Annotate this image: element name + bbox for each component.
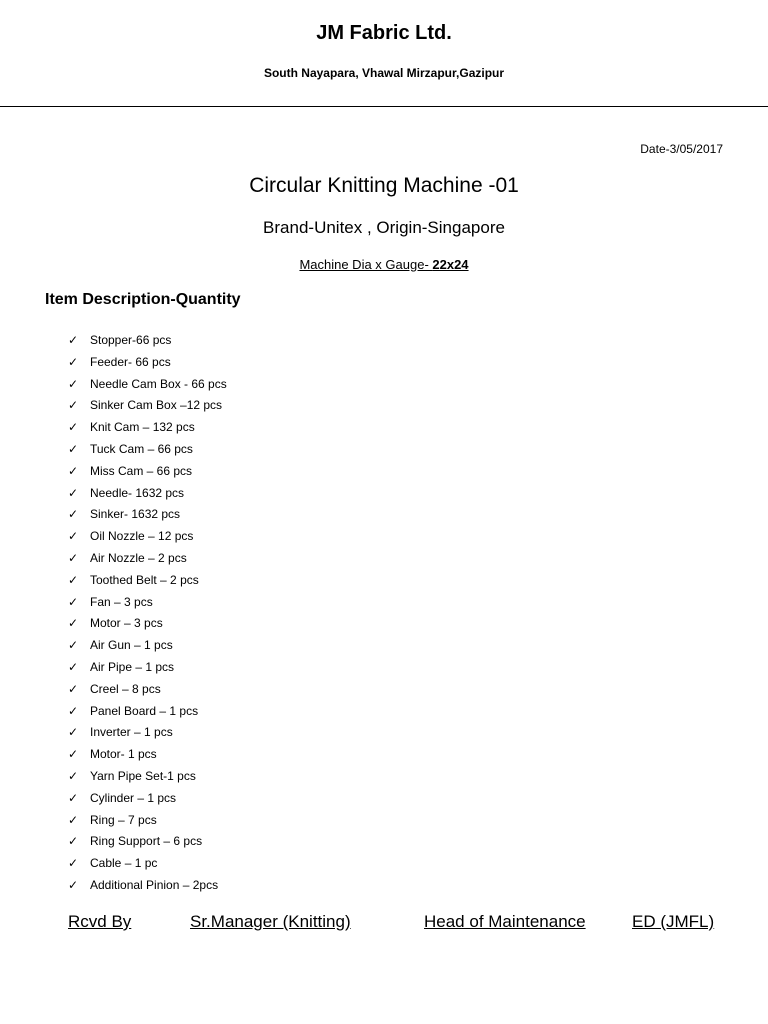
list-item — [68, 722, 227, 744]
checkmark-icon: ✓ — [68, 681, 79, 696]
checkmark-icon: ✓ — [68, 420, 79, 435]
checkmark-icon: ✓ — [68, 376, 79, 391]
item-label: Inverter – 1 pcs — [90, 725, 173, 740]
list-item — [68, 352, 227, 374]
list-item — [68, 744, 227, 766]
item-label: Knit Cam – 132 pcs — [90, 420, 195, 435]
item-label: Motor – 3 pcs — [90, 616, 163, 631]
item-label: Needle Cam Box - 66 pcs — [90, 376, 227, 391]
item-label: Cylinder – 1 pcs — [90, 790, 177, 805]
list-item — [68, 395, 227, 417]
checkmark-icon: ✓ — [68, 638, 79, 653]
checkmark-icon: ✓ — [68, 485, 79, 500]
list-item — [68, 875, 227, 897]
item-list — [68, 330, 227, 897]
checkmark-icon: ✓ — [68, 398, 79, 413]
list-item — [68, 592, 227, 614]
item-label: Miss Cam – 66 pcs — [90, 463, 193, 478]
item-label: Sinker Cam Box –12 pcs — [90, 398, 223, 413]
signature-sr-manager: Sr.Manager (Knitting) — [190, 912, 351, 931]
checkmark-icon: ✓ — [68, 572, 79, 587]
checkmark-icon: ✓ — [68, 441, 79, 456]
checkmark-icon: ✓ — [68, 703, 79, 718]
list-item — [68, 810, 227, 832]
list-item — [68, 417, 227, 439]
company-address: South Nayapara, Vhawal Mirzapur,Gazipur — [263, 66, 505, 80]
item-label: Toothed Belt – 2 pcs — [90, 572, 199, 587]
checkmark-icon: ✓ — [68, 834, 79, 849]
item-label: Sinker- 1632 pcs — [90, 507, 181, 522]
company-name: JM Fabric Ltd. — [316, 22, 452, 44]
list-item — [68, 679, 227, 701]
checkmark-icon: ✓ — [68, 747, 79, 762]
section-heading: Item Description-Quantity — [45, 291, 241, 308]
item-label: Creel – 8 pcs — [90, 681, 161, 696]
item-label: Motor- 1 pcs — [90, 747, 157, 762]
machine-brand-origin: Brand-Unitex , Origin-Singapore — [263, 218, 505, 237]
checkmark-icon: ✓ — [68, 856, 79, 871]
list-item — [68, 483, 227, 505]
list-item — [68, 853, 227, 875]
list-item — [68, 548, 227, 570]
signature-ed: ED (JMFL) — [632, 912, 715, 931]
list-item — [68, 613, 227, 635]
checkmark-icon: ✓ — [68, 333, 79, 347]
item-label: Panel Board – 1 pcs — [90, 703, 199, 718]
checkmark-icon: ✓ — [68, 659, 79, 674]
checkmark-icon: ✓ — [68, 616, 79, 631]
list-item — [68, 461, 227, 483]
list-item — [68, 374, 227, 396]
item-label: Ring Support – 6 pcs — [90, 834, 203, 849]
document-date: Date-3/05/2017 — [640, 142, 723, 156]
checkmark-icon: ✓ — [68, 768, 79, 783]
item-label: Oil Nozzle – 12 pcs — [90, 529, 194, 544]
machine-gauge — [0, 257, 768, 272]
checkmark-icon: ✓ — [68, 463, 79, 478]
item-label: Air Pipe – 1 pcs — [90, 659, 175, 674]
checkmark-icon: ✓ — [68, 812, 79, 827]
machine-title: Circular Knitting Machine -01 — [249, 174, 519, 197]
item-label: Cable – 1 pc — [90, 856, 158, 871]
list-item — [68, 570, 227, 592]
list-item — [68, 439, 227, 461]
item-label: Ring – 7 pcs — [90, 812, 157, 827]
item-label: Stopper-66 pcs — [90, 333, 172, 347]
item-label: Tuck Cam – 66 pcs — [90, 441, 193, 456]
item-label: Air Nozzle – 2 pcs — [90, 550, 187, 565]
checkmark-icon: ✓ — [68, 790, 79, 805]
checkmark-icon: ✓ — [68, 725, 79, 740]
list-item — [68, 657, 227, 679]
checkmark-icon: ✓ — [68, 550, 79, 565]
checkmark-icon: ✓ — [68, 594, 79, 609]
checkmark-icon: ✓ — [68, 529, 79, 544]
list-item — [68, 701, 227, 723]
item-label: Feeder- 66 pcs — [90, 354, 171, 369]
signature-head-maintenance: Head of Maintenance — [424, 912, 586, 931]
item-label: Needle- 1632 pcs — [90, 485, 185, 500]
list-item — [68, 788, 227, 810]
list-item — [68, 831, 227, 853]
signature-received-by: Rcvd By — [68, 912, 132, 931]
gauge-value: 22x24 — [432, 257, 469, 272]
list-item — [68, 635, 227, 657]
list-item — [68, 766, 227, 788]
checkmark-icon: ✓ — [68, 877, 79, 892]
list-item — [68, 526, 227, 548]
gauge-label: Machine Dia x Gauge- — [299, 257, 433, 272]
header-divider — [0, 106, 768, 107]
list-item — [68, 504, 227, 526]
item-label: Yarn Pipe Set-1 pcs — [90, 768, 196, 783]
item-label: Air Gun – 1 pcs — [90, 638, 173, 653]
item-label: Additional Pinion – 2pcs — [90, 877, 219, 892]
list-item — [68, 330, 227, 352]
checkmark-icon: ✓ — [68, 354, 79, 369]
item-label: Fan – 3 pcs — [90, 594, 153, 609]
checkmark-icon: ✓ — [68, 507, 79, 522]
